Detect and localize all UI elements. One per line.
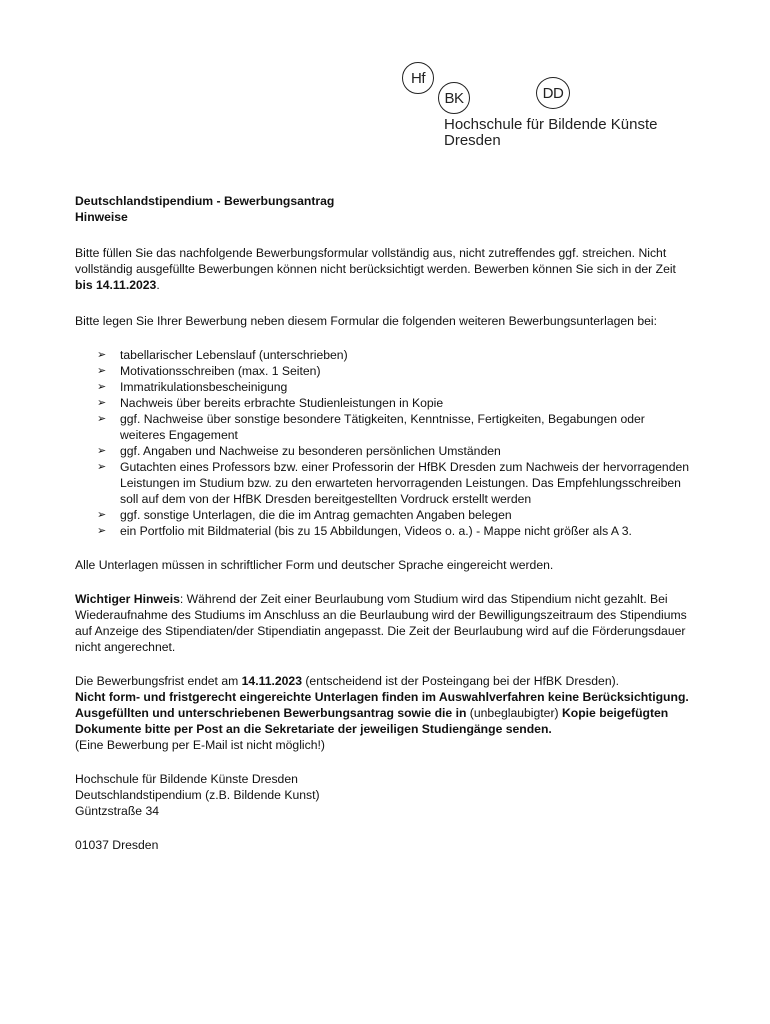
arrow-bullet-icon: ➢: [97, 509, 107, 521]
list-item: [75, 523, 690, 539]
address-line-3: Güntzstraße 34: [75, 804, 159, 818]
arrow-bullet-icon: ➢: [97, 381, 107, 393]
important-text: : Während der Zeit einer Beurlaubung vom Studium wird das Stipendium nicht gezahlt. Bei Wiederaufnahme des Studiums im Anschluss an die Beurlaubung wird der Bewilligungszeitraum des Stipendiums auf Anzeige des Stipendiaten/der Stipendiatin angepasst. Die Zeit der Beurlaubung wird auf die Förderungsdauer nicht angerechnet.: [75, 592, 687, 654]
language-note: Alle Unterlagen müssen in schriftlicher Form und deutscher Sprache eingereicht werden.: [75, 558, 554, 572]
logo-bk-text: BK: [444, 89, 464, 107]
logo-circle-bk: [438, 82, 470, 114]
submission-instructions: [75, 705, 690, 737]
list-item-text: Immatrikulationsbescheinigung: [120, 380, 288, 394]
important-notice: [75, 591, 690, 655]
hfbk-logo: [400, 62, 690, 152]
list-item: [75, 363, 690, 379]
institution-line-2: Dresden: [444, 132, 501, 149]
arrow-bullet-icon: ➢: [97, 445, 107, 457]
deadline-suffix: (entscheidend ist der Posteingang bei der HfBK Dresden).: [301, 674, 620, 688]
list-item-text: Nachweis über bereits erbrachte Studienleistungen in Kopie: [120, 396, 444, 410]
list-item: [75, 507, 690, 523]
submission-normal: (unbeglaubigter): [466, 706, 562, 720]
arrow-bullet-icon: ➢: [97, 397, 107, 409]
arrow-bullet-icon: ➢: [97, 461, 107, 473]
email-note: (Eine Bewerbung per E-Mail ist nicht möglich!): [75, 738, 325, 752]
list-item-text: Gutachten eines Professors bzw. einer Professorin der HfBK Dresden zum Nachweis der hervorragenden Leistungen im Studium bzw. zu den erwarteten hervorragenden Leistungen. Das Empfehlungsschreiben soll auf dem von der HfBK Dresden bereitgestellten Vordruck erstellt werden: [120, 460, 690, 506]
logo-dd-text: DD: [542, 84, 564, 102]
intro-deadline: bis 14.11.2023: [75, 278, 157, 292]
institution-name: [444, 117, 657, 149]
list-item: [75, 459, 690, 507]
intro-text: Bitte füllen Sie das nachfolgende Bewerbungsformular vollständig aus, nicht zutreffendes ggf. streichen. Nicht vollständig ausgefüllte Bewerbungen können nicht berücksichtigt werden. Bewerben können Sie sich in der Zeit: [75, 246, 676, 276]
arrow-bullet-icon: ➢: [97, 365, 107, 377]
address-line-4: 01037 Dresden: [75, 838, 159, 852]
documents-list: [75, 347, 690, 539]
list-item-text: ggf. Angaben und Nachweise zu besonderen persönlichen Umständen: [120, 444, 501, 458]
logo-hf-text: Hf: [411, 69, 425, 87]
submission-bold-2: Kopie beigefügten Dokumente bitte per Post an die Sekretariate der jeweiligen Studiengänge senden.: [75, 706, 669, 736]
list-item: [75, 379, 690, 395]
list-item-text: ggf. sonstige Unterlagen, die die im Antrag gemachten Angaben belegen: [120, 508, 512, 522]
deadline-prefix: Die Bewerbungsfrist endet am: [75, 674, 242, 688]
address-line-1: Hochschule für Bildende Künste Dresden: [75, 772, 298, 786]
document-body: [75, 193, 690, 853]
intro-end: .: [156, 278, 160, 292]
logo-circle-dd: [536, 77, 570, 109]
deadline-date: 14.11.2023: [241, 674, 302, 688]
deadline-warning: Nicht form- und fristgerecht eingereichte Unterlagen finden im Auswahlverfahren keine Berücksichtigung.: [75, 690, 689, 704]
arrow-bullet-icon: ➢: [97, 525, 107, 537]
list-item: [75, 347, 690, 363]
list-item-text: tabellarischer Lebenslauf (unterschrieben): [120, 348, 348, 362]
list-item-text: ggf. Nachweise über sonstige besondere Tätigkeiten, Kenntnisse, Fertigkeiten, Begabungen oder weiteres Engagement: [120, 412, 645, 442]
list-item: [75, 395, 690, 411]
document-subtitle: Hinweise: [75, 210, 128, 224]
address-line-2: Deutschlandstipendium (z.B. Bildende Kunst): [75, 788, 320, 802]
list-item: [75, 443, 690, 459]
institution-line-1: Hochschule für Bildende Künste: [444, 116, 658, 133]
deadline-paragraph: [75, 673, 690, 689]
intro-paragraph: [75, 245, 690, 293]
important-label: Wichtiger Hinweis: [75, 592, 180, 606]
list-item-text: ein Portfolio mit Bildmaterial (bis zu 15 Abbildungen, Videos o. a.) - Mappe nicht größer als A 3.: [120, 524, 632, 538]
document-title: Deutschlandstipendium - Bewerbungsantrag: [75, 194, 335, 208]
logo-circle-hf: [402, 62, 434, 94]
list-item-text: Motivationsschreiben (max. 1 Seiten): [120, 364, 321, 378]
submission-bold-1: Ausgefüllten und unterschriebenen Bewerbungsantrag sowie die in: [75, 706, 467, 720]
arrow-bullet-icon: ➢: [97, 349, 107, 361]
arrow-bullet-icon: ➢: [97, 413, 107, 425]
documents-intro: Bitte legen Sie Ihrer Bewerbung neben diesem Formular die folgenden weiteren Bewerbungsunterlagen bei:: [75, 314, 657, 328]
list-item: [75, 411, 690, 443]
